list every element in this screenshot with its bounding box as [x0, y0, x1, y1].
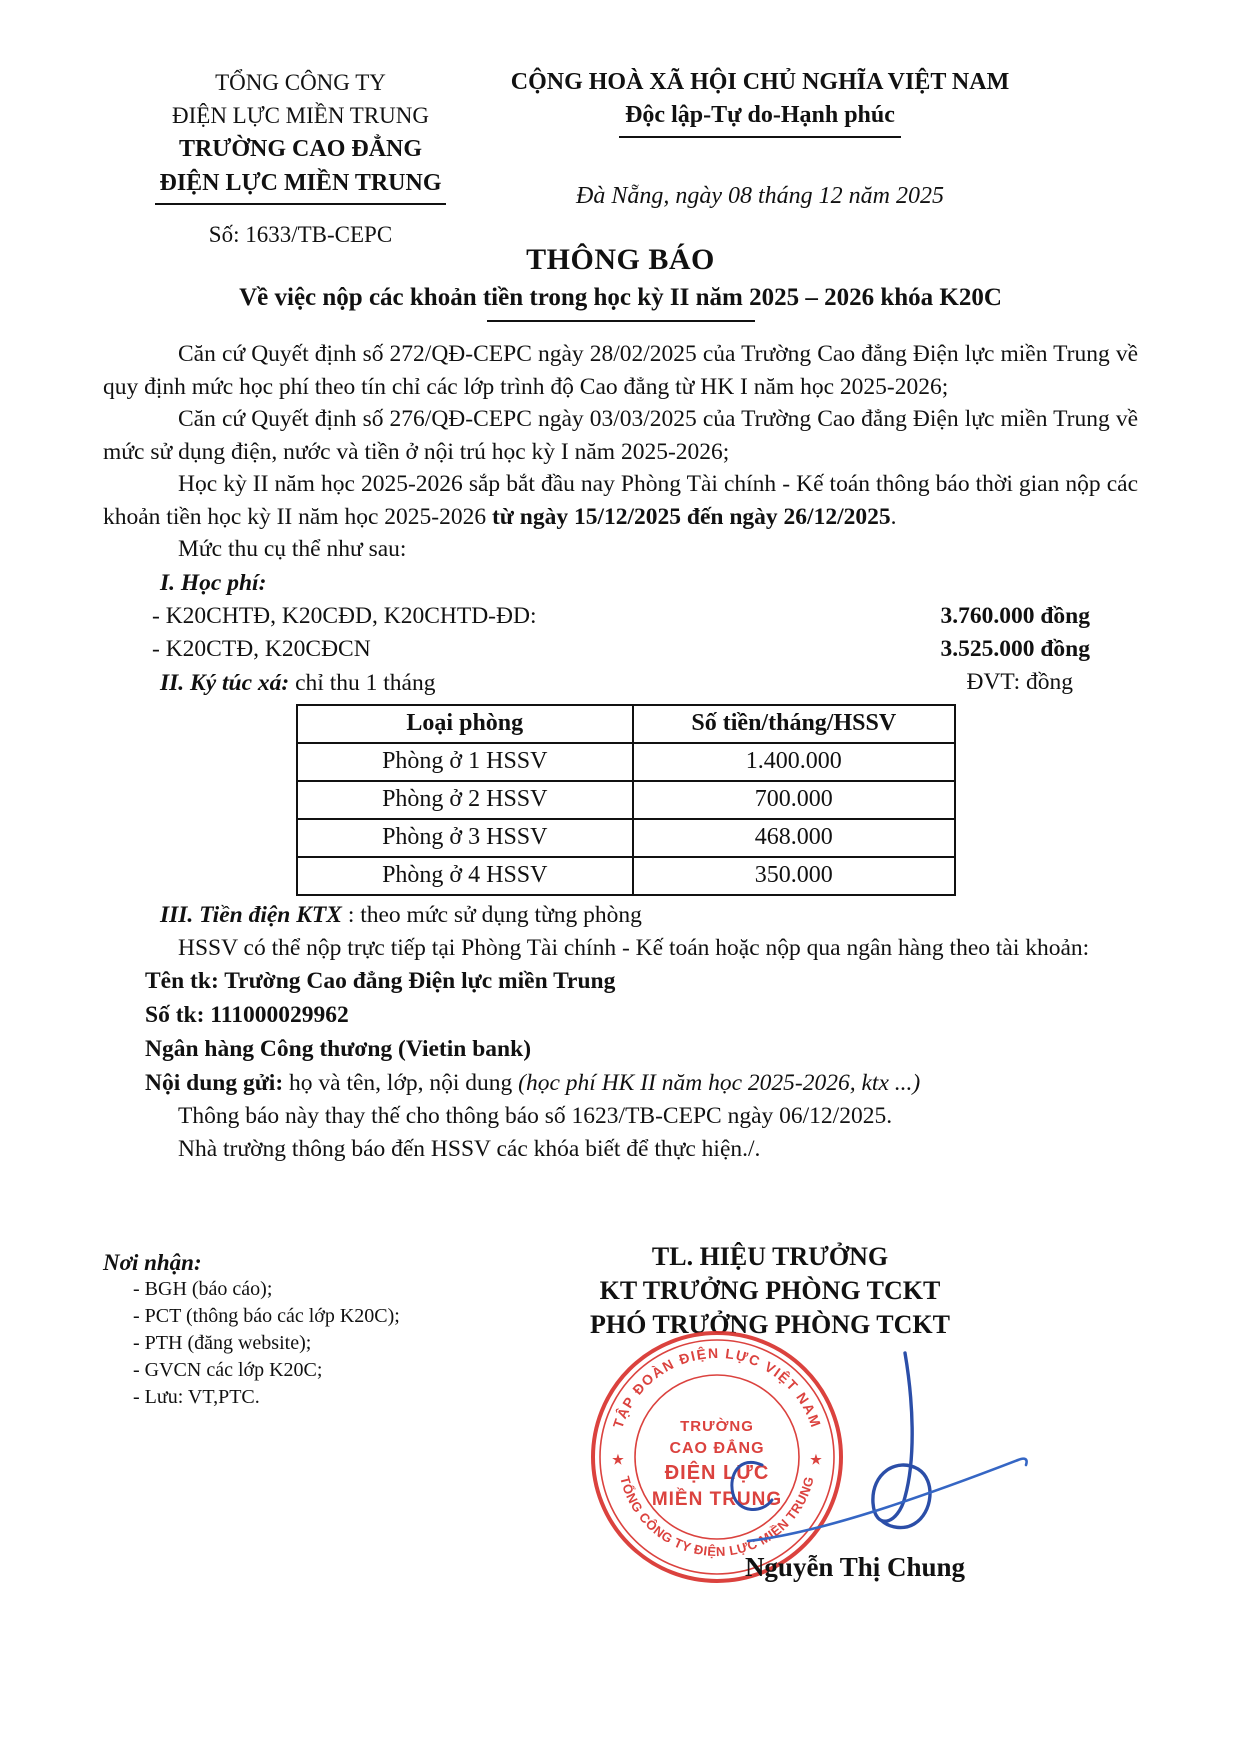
- table-header-price: Số tiền/tháng/HSSV: [633, 705, 955, 743]
- doc-title: THÔNG BÁO: [526, 243, 715, 276]
- table-row: [297, 819, 955, 857]
- issuer-parent-line2: ĐIỆN LỰC MIỀN TRUNG: [172, 103, 429, 128]
- room-type: Phòng ở 2 HSSV: [297, 781, 633, 819]
- table-row: [297, 781, 955, 819]
- dorm-price-table: [296, 704, 956, 896]
- section2-heading-row: [103, 666, 1138, 700]
- paragraph-basis-1: Căn cứ Quyết định số 272/QĐ-CEPC ngày 28/02/2025 của Trường Cao đẳng Điện lực miền Trung về quy định mức học phí theo tín chỉ các lớp trình độ Cao đẳng từ HK I năm học 2025-2026;: [103, 341, 1138, 400]
- table-header-row: [297, 705, 955, 743]
- fee-amount-2: 3.525.000 đồng: [940, 635, 1090, 662]
- room-price: 700.000: [633, 781, 955, 819]
- room-type: Phòng ở 1 HSSV: [297, 743, 633, 781]
- section3-heading: [103, 898, 1138, 932]
- recipients-block: [103, 1250, 523, 1411]
- room-price: 350.000: [633, 857, 955, 895]
- room-price: 1.400.000: [633, 743, 955, 781]
- list-item: - PTH (đăng website);: [133, 1332, 312, 1354]
- section2-heading-suffix: chỉ thu 1 tháng: [289, 669, 436, 696]
- bank-account-number: Số tk: 111000029962: [145, 1002, 349, 1028]
- paragraph-rates-intro: Mức thu cụ thể như sau:: [178, 536, 407, 562]
- recipients-label: Nơi nhận:: [103, 1250, 202, 1275]
- deadline-dates: từ ngày 15/12/2025 đến ngày 26/12/2025: [491, 503, 891, 530]
- transfer-text: họ và tên, lớp, nội dung: [283, 1070, 519, 1096]
- room-type: Phòng ở 4 HSSV: [297, 857, 633, 895]
- stamp-arc-top-text: TẬP ĐOÀN ĐIỆN LỰC VIỆT NAM: [609, 1344, 825, 1431]
- section3-heading-suffix: : theo mức sử dụng từng phòng: [341, 901, 642, 928]
- table-header-room: Loại phòng: [297, 705, 633, 743]
- handwritten-signature: [690, 1345, 1030, 1575]
- list-item: - GVCN các lớp K20C;: [133, 1359, 323, 1381]
- doc-subtitle: Về việc nộp các khoản tiền trong học kỳ II năm 2025 – 2026 khóa K20C: [239, 284, 1002, 311]
- section2-heading-label: II. Ký túc xá:: [160, 669, 290, 696]
- signature-curl-stroke: [732, 1462, 772, 1509]
- fee-classes-1: - K20CHTĐ, K20CĐD, K20CHTD-ĐD:: [152, 602, 537, 629]
- national-header-block: [465, 66, 1055, 213]
- announcement-period: .: [890, 503, 897, 530]
- room-type: Phòng ở 3 HSSV: [297, 819, 633, 857]
- section1-heading: I. Học phí:: [160, 569, 267, 596]
- signature-icon: [690, 1345, 1030, 1575]
- stamp-center-line1: TRƯỜNG: [680, 1418, 754, 1435]
- fee-amount-1: 3.760.000 đồng: [940, 602, 1090, 629]
- list-item: - PCT (thông báo các lớp K20C);: [133, 1305, 400, 1327]
- place-date: Đà Nẵng, ngày 08 tháng 12 năm 2025: [576, 183, 944, 209]
- subtitle-rule: [487, 320, 755, 322]
- document-body: [103, 338, 1138, 1165]
- motto-underline: Độc lập-Tự do-Hạnh phúc: [619, 99, 901, 138]
- fee-classes-2: - K20CTĐ, K20CĐCN: [152, 635, 371, 662]
- transfer-example: (học phí HK II năm học 2025-2026, ktx ...): [518, 1070, 921, 1096]
- signer-name: Nguyễn Thị Chung: [744, 1552, 966, 1582]
- signature-title-1: TL. HIỆU TRƯỞNG: [651, 1242, 889, 1271]
- issuer-parent-line1: TỔNG CÔNG TY: [215, 70, 386, 95]
- issuer-name-line2: [103, 166, 498, 205]
- payment-intro: HSSV có thể nộp trực tiếp tại Phòng Tài chính - Kế toán hoặc nộp qua ngân hàng theo tài khoản:: [178, 934, 1090, 961]
- replacement-note: Thông báo này thay thế cho thông báo số 1623/TB-CEPC ngày 06/12/2025.: [178, 1103, 893, 1129]
- paragraph-basis-2: Căn cứ Quyết định số 276/QĐ-CEPC ngày 03/03/2025 của Trường Cao đẳng Điện lực miền Trung về mức sử dụng điện, nước và tiền ở nội trú học kỳ I năm 2025-2026;: [103, 406, 1138, 465]
- stamp-arc-bottom-text: TỔNG CÔNG TY ĐIỆN LỰC MIỀN TRUNG: [617, 1474, 817, 1560]
- fee-row-2: [103, 633, 1138, 666]
- stamp-center-line2: CAO ĐẲNG: [669, 1440, 765, 1457]
- final-note: Nhà trường thông báo đến HSSV các khóa biết để thực hiện./.: [178, 1135, 761, 1162]
- stamp-center-line4: MIỀN TRUNG: [651, 1489, 783, 1510]
- paragraph-announcement: [103, 468, 1138, 533]
- issuer-underline: ĐIỆN LỰC MIỀN TRUNG: [155, 166, 445, 205]
- stamp-star-right: ★: [810, 1452, 822, 1467]
- transfer-label: Nội dung gửi:: [145, 1070, 284, 1096]
- table-row: [297, 743, 955, 781]
- national-motto: [465, 99, 1055, 138]
- section3-heading-label: III. Tiền điện KTX: [160, 901, 342, 928]
- table-row: [297, 857, 955, 895]
- issuer-name-line1: TRƯỜNG CAO ĐẲNG: [178, 136, 423, 162]
- fee-row-1: [103, 600, 1138, 633]
- issuer-block: [103, 66, 498, 251]
- list-item: - BGH (báo cáo);: [133, 1278, 273, 1300]
- stamp-star-left: ★: [612, 1452, 624, 1467]
- stamp-center-line3: ĐIỆN LỰC: [664, 1462, 770, 1484]
- unit-note: ĐVT: đồng: [966, 668, 1073, 695]
- bank-name: Ngân hàng Công thương (Vietin bank): [145, 1036, 532, 1062]
- signature-title-3: PHÓ TRƯỞNG PHÒNG TCKT: [590, 1310, 950, 1339]
- national-title: CỘNG HOÀ XÃ HỘI CHỦ NGHĨA VIỆT NAM: [510, 69, 1010, 95]
- list-item: - Lưu: VT,PTC.: [133, 1386, 260, 1408]
- bank-account-name: Tên tk: Trường Cao đẳng Điện lực miền Trung: [145, 968, 616, 994]
- transfer-content-line: [103, 1066, 1138, 1100]
- title-block: [103, 243, 1138, 322]
- room-price: 468.000: [633, 819, 955, 857]
- signature-title-2: KT TRƯỞNG PHÒNG TCKT: [599, 1276, 941, 1305]
- doc-number: Số: 1633/TB-CEPC: [208, 222, 393, 247]
- section2-heading: [103, 666, 435, 700]
- announcement-text: Học kỳ II năm học 2025-2026 sắp bắt đầu nay Phòng Tài chính - Kế toán thông báo thời gian nộp các khoản tiền học kỳ II năm học 2025-2026: [103, 471, 1138, 530]
